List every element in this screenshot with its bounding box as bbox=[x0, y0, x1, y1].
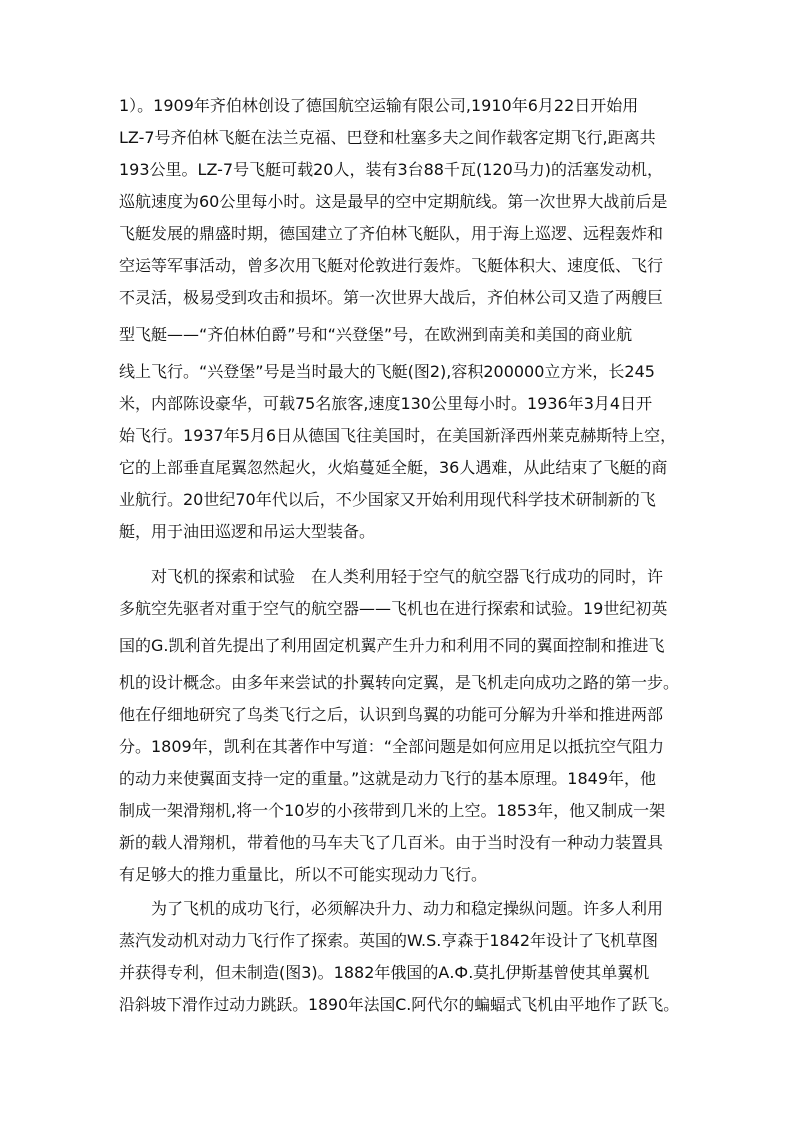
text-line: 他在仔细地研究了鸟类飞行之后，认识到鸟翼的功能可分解为升举和推进两部 bbox=[119, 705, 664, 724]
text-line: 米，内部陈设豪华，可载75名旅客,速度130公里每小时。1936年3月4日开 bbox=[119, 394, 653, 413]
text-line: 的动力来使翼面支持一定的重量。”这就是动力飞行的基本原理。1849年，他 bbox=[119, 769, 657, 788]
text-line: 不灵活，极易受到攻击和损坏。第一次世界大战后，齐伯林公司又造了两艘巨 bbox=[119, 288, 664, 307]
text-line: 始飞行。1937年5月6日从德国飞往美国时，在美国新泽西州莱克赫斯特上空， bbox=[119, 426, 677, 445]
text-line: 并获得专利，但未制造(图3)。1882年俄国的А.Ф.莫扎伊斯基曾使其单翼机 bbox=[119, 963, 650, 982]
text-line: 193公里。LZ-7号飞艇可载20人，装有3台88千瓦(120马力)的活塞发动机， bbox=[119, 160, 664, 179]
text-line: 巡航速度为60公里每小时。这是最早的空中定期航线。第一次世界大战前后是 bbox=[119, 192, 668, 211]
text-line: 制成一架滑翔机,将一个10岁的小孩带到几米的上空。1853年，他又制成一架 bbox=[119, 801, 666, 820]
text-line: 1）。1909年齐伯林创设了德国航空运输有限公司,1910年6月22日开始用 bbox=[119, 96, 639, 115]
text-line: 蒸汽发动机对动力飞行作了探索。英国的W.S.亨森于1842年设计了飞机草图 bbox=[119, 931, 659, 950]
text-line: 飞艇发展的鼎盛时期，德国建立了齐伯林飞艇队，用于海上巡逻、远程轰炸和 bbox=[119, 224, 664, 243]
text-line: 业航行。20世纪70年代以后，不少国家又开始利用现代科学技术研制新的飞 bbox=[119, 490, 656, 509]
text-line: 艇，用于油田巡逻和吊运大型装备。 bbox=[119, 522, 376, 541]
text-line: LZ-7号齐伯林飞艇在法兰克福、巴登和杜塞多夫之间作载客定期飞行,距离共 bbox=[119, 128, 656, 147]
text-line: 新的载人滑翔机，带着他的马车夫飞了几百米。由于当时没有一种动力装置具 bbox=[119, 833, 664, 852]
text-line: 它的上部垂直尾翼忽然起火，火焰蔓延全艇，36人遇难，从此结束了飞艇的商 bbox=[119, 458, 668, 477]
text-line: 机的设计概念。由多年来尝试的扑翼转向定翼，是飞机走向成功之路的第一步。 bbox=[119, 673, 680, 692]
text-line: 分。1809年，凯利在其著作中写道：“全部问题是如何应用足以抵抗空气阻力 bbox=[119, 737, 665, 756]
text-line: 多航空先驱者对重于空气的航空器——飞机也在进行探索和试验。19世纪初英 bbox=[119, 599, 668, 618]
text-line: 对飞机的探索和试验 在人类利用轻于空气的航空器飞行成功的同时，许 bbox=[151, 567, 664, 586]
text-line: 型飞艇——“齐伯林伯爵”号和“兴登堡”号，在欧洲到南美和美国的商业航 bbox=[119, 325, 633, 344]
text-line: 国的G.凯利首先提出了利用固定机翼产生升力和利用不同的翼面控制和推进飞 bbox=[119, 636, 665, 655]
text-line: 沿斜坡下滑作过动力跳跃。1890年法国C.阿代尔的蝙蝠式飞机由平地作了跃飞。 bbox=[119, 995, 679, 1014]
text-line: 空运等军事活动，曾多次用飞艇对伦敦进行轰炸。飞艇体积大、速度低、飞行 bbox=[119, 256, 664, 275]
text-line: 有足够大的推力重量比，所以不可能实现动力飞行。 bbox=[119, 865, 488, 884]
text-line: 为了飞机的成功飞行，必须解决升力、动力和稳定操纵问题。许多人利用 bbox=[151, 899, 664, 918]
text-line: 线上飞行。“兴登堡”号是当时最大的飞艇(图2),容积200000立方米，长245 bbox=[119, 362, 655, 381]
